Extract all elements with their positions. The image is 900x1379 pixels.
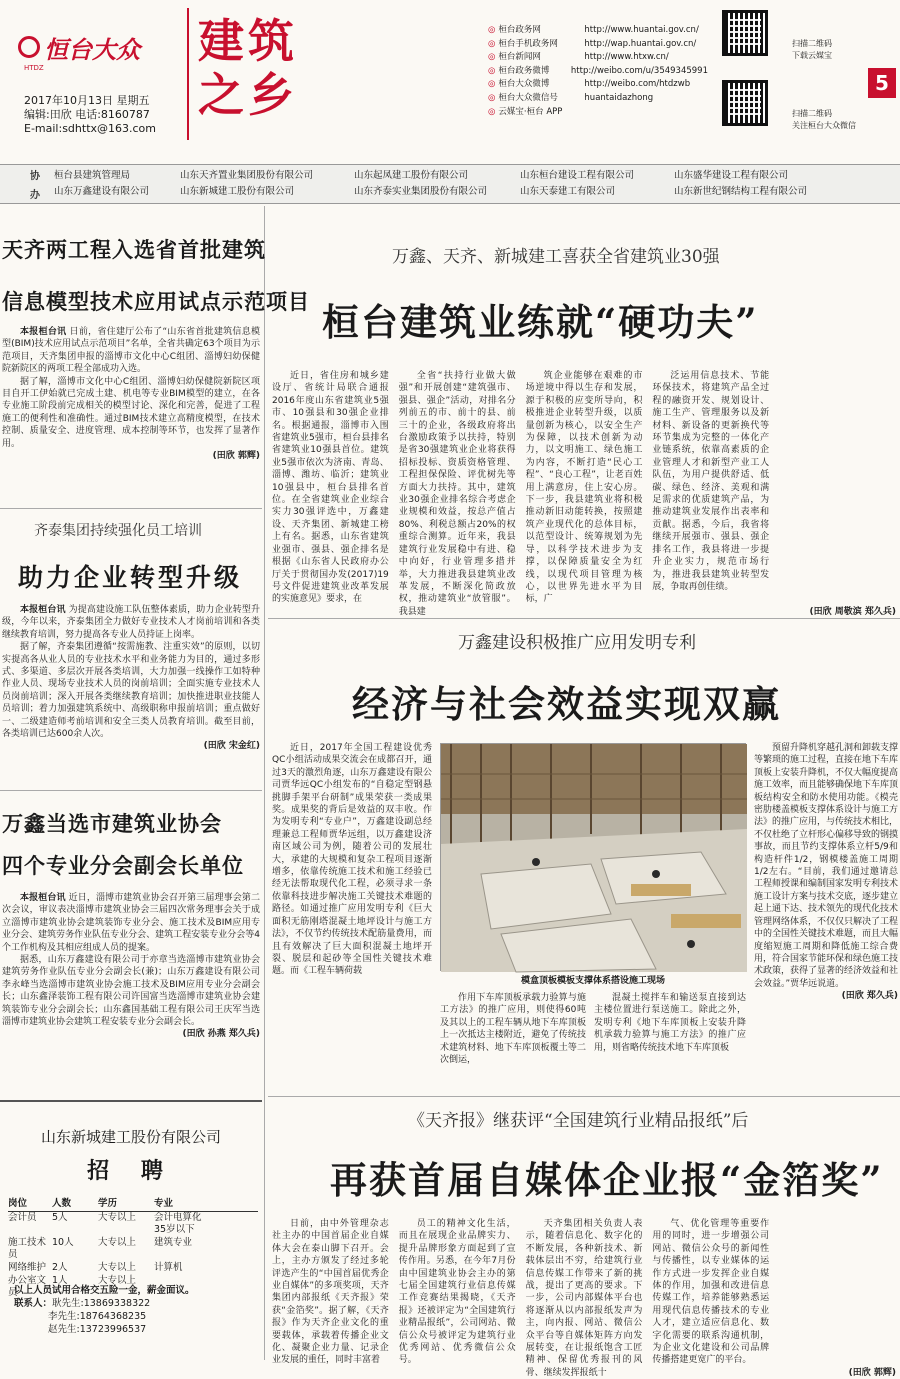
photo-caption: 模盒顶板模板支撑体系搭设施工现场 [520, 976, 665, 986]
article-column: 员工的精神文化生活，而且在展现企业品牌实力、提升品牌形象方面起到了宣传作用。另悉，在今年7月份由中国建筑业协会主办的第七届全国建筑行业信息传媒工作竞赛结果揭晓，《天齐报》还被评定为“全国建筑行业精品报纸”，公司网站、微信公众号被评定为建筑行业优秀网站、优秀微信公众号。 [398, 1219, 516, 1366]
media-links [488, 24, 708, 119]
main2-body-mid2: 混凝土搅拌车和输送泵直接到达主楼位置进行泵送施工。除此之外，发明专利《地下车库顶板上安装升降机承载力验算与施工方法》的推广应用，则省略传统技术地下车库顶板 [594, 993, 746, 1053]
column-divider [264, 206, 265, 1360]
article1-title-line1: 天齐两工程入选省首批建筑 [2, 238, 266, 262]
table-row: 35岁以下 [154, 1224, 195, 1236]
qr1-caption: 扫描二维码 下载云媒宝 [792, 39, 832, 60]
article2-title: 助力企业转型升级 [18, 563, 243, 592]
ad-company: 山东新城建工股份有限公司 [40, 1128, 221, 1146]
media-link-url[interactable]: http://weibo.com/htdzwb [584, 79, 691, 90]
issue-date: 2017年10月13日 星期五 [24, 94, 150, 107]
masthead-divider [187, 8, 189, 140]
article-column: 全省“扶持行业做大做强”和开展创建“建筑强市、强县、强企”活动，对排名分列前五的市、前十的县、前三十的企业，各级政府将出台激励政策予以扶持，特别是省30强建筑业企业将获得招标投标、资质资格管理、工程担保保险、评优树先等方面大力扶持。其中，建筑业30强企业排名综合考虑企业规模和效益，按总产值占80%、利税总额占20%的权重综合测算。近年来，我县建筑行业发展稳中有进、稳中向好，行业管理多措并举，大力推进我县建筑业改革发展，不断深化简政放权，推动建筑业“放管服”。我县建 [398, 371, 516, 617]
co-organizers-band [0, 164, 900, 204]
divider [0, 508, 262, 509]
media-link-url[interactable]: http://wap.huantai.gov.cn/ [584, 38, 697, 49]
main2-body-left: 近日，2017年全国工程建设优秀QC小组活动成果交流会在成都召开，通过3天的激烈角逐，山东万鑫建设有限公司贾华远QC小组发布的“自稳定型钢悬挑脚手架平台研制”成果荣获一类成果奖。成果奖的背后是效益的双丰收。作为发明专利“专业户”，万鑫建设副总经理兼总工程师贾华远组，以万鑫建设济南区域公司为例，随着公司的发展壮大，承建的大规模和复杂工程项目逐渐增多，依靠传统施工技术和施工经验已经无法帮取现代化工程，必须寻求一条依靠科技进步解决施工关键技术难题的路径。如通过推广应用发明专利《巨大面积无筋刚塔混凝土地坪设计与施工方法》，不仅节约传统技术配筋量费用，而且有效解决了巨大面积混凝土地坪开裂、脱层和起砂等全国性关键技术难题。而《工程车辆荷载 [272, 743, 432, 977]
qr2-caption: 扫描二维码 关注桓台大众微信 [792, 109, 856, 130]
main3-kicker: 《天齐报》继获评“全国建筑行业精品报纸”后 [408, 1111, 749, 1131]
bullet-icon: ◎ [488, 79, 496, 90]
media-link-item[interactable] [488, 38, 708, 52]
co-organizer-name: 山东盛华建设工程有限公司 [674, 170, 789, 181]
media-link-label: 桓台政务微博 [498, 65, 550, 76]
bullet-icon: ◎ [488, 25, 496, 35]
article3-title-line2: 四个专业分会副会长单位 [2, 854, 244, 878]
bullet-icon: ◎ [488, 92, 496, 103]
media-link-url[interactable]: http://weibo.com/u/3549345991 [570, 65, 708, 76]
media-link-label: 桓台政务网 [498, 25, 541, 35]
bullet-icon: ◎ [488, 65, 496, 76]
divider [268, 618, 900, 619]
logo-subtitle: HTDZ [24, 64, 44, 72]
co-organizer-name: 山东起凤建工股份有限公司 [354, 170, 469, 181]
article-column: 日前，由中外管理杂志社主办的中国首届企业自媒体大会在泰山脚下召开。会上，主办方颁发了经过多轮评选产生的“中国首届优秀企业自媒体”的多项奖项，天齐集团内部报纸《天齐报》荣获“金箔奖”。据了解，《天齐报》作为天齐企业文化的重要载体，承载着传播企业文化、凝聚企业力量、记录企业发展的重任，同时丰富着 [272, 1219, 389, 1366]
main2-body-right: 预留升降机穿越孔洞和卸载支撑等繁琐的施工过程，直接在地下车库顶板上安装升降机，不仅大幅度提高施工效率，而且能够确保地下车库顶板结构安全和防水使用功能。《模壳密肋楼盖模板支撑体系设计与施工方法》的推广应用，与传统技术相比，不仅杜绝了立杆形心偏移导致的钢摸事故，而且节约支撑体系立杆5/9和构造杆件1/2，钢模楼盖施工周期1/2左右。“目前，我们通过邀请总工程师授课和编制国家发明专利技术施工设计方案与技术交底，逐步建立起上通下达、技术领先的现代化技术管理网络体系，不仅仅只解决了工程中的全国性关键技术难题，而且大幅度缩短施工周期和降低施工综合费用，符合国家节能环保和绿色施工技术政策，获得了显著的经济效益和社会效益。”贾华远说道。 (田欣 郑久兵) [754, 743, 899, 1002]
media-link-item[interactable] [488, 65, 708, 79]
co-organizer-name: 桓台县建筑管理局 [54, 170, 131, 181]
media-link-url[interactable]: http://www.htxw.cn/ [584, 52, 669, 63]
bullet-icon: ◎ [488, 38, 496, 49]
co-organizer-name: 山东桓台建设工程有限公司 [520, 170, 635, 181]
article-column: 天齐集团相关负责人表示，随着信息化、数字化的不断发展，各种新技术、新载体层出不穷，给建筑行业信息传媒工作带来了新的挑战，提出了更高的要求。下一步，公司内部媒体平台也将逐渐从以内部报纸发声为主，向内报、网站、微信公众平台等自媒体矩阵方向发展转变，在让报纸饱含工匠精神、保留优秀报刊的风骨、继续发挥报纸十 [525, 1219, 643, 1378]
main3-title: 再获首届自媒体企业报“金箔奖” [330, 1158, 884, 1202]
media-link-item[interactable] [488, 92, 708, 106]
ad-title: 招 聘 [87, 1158, 175, 1184]
logo-icon [18, 36, 40, 58]
media-link-url[interactable]: http://www.huantai.gov.cn/ [584, 25, 699, 35]
article2-body: 本报桓台讯 为提高建设施工队伍整体素质，助力企业转型升级，今年以来，齐泰集团全力做好专业技术人才岗前培训和各类继续教育培训，努力提高各专业人员持证上岗率。 据了解，齐泰集团遵循“按需施教、注重实效”的原则，以切实提高各从业人员的专业技术水平和业务能力为目的，通过多形式、多渠道、多层次开展各类培训，大力加强一线操作工如特种作业人员、现场专业技术人员的岗前培训；全面实施专业技术人员岗前培训；深入开展各类继续教育培训；加快推进职业技能人员培训；着力加强建筑系统中、高级职称申报前培训；重点做好一、二级建造师考前培训和安全三类人员教育培训。截至目前，各类培训已达600余人次。 (田欣 宋金红) [2, 605, 260, 752]
media-link-item[interactable] [488, 24, 708, 38]
article3-body: 本报桓台讯 近日，淄博市建筑业协会召开第三届理事会第二次会议，审议表决淄博市建筑业协会三届四次常务理事会关于成立淄博市建筑业协会建筑装饰专业分会、施工技术及BIM应用专业分会、建筑劳务作业队伍专业分会、建筑工程安装专业分会等4个工作机构及其相应组成人员的提案。 据悉，山东万鑫建设有限公司于亦章当选淄博市建筑业协会建筑劳务作业队伍专业分会副会长(兼)；山东万鑫建设有限公司李永峰当选淄博市建筑业协会施工技术及BIM应用专业分会副会长；山东鑫泽装饰工程有限公司许国富当选淄博市建筑业协会建筑装饰专业分会副会长；山东鑫国基础工程有限公司王庆军当选淄博市建筑业协会建筑工程安装专业分会副会长。 (田欣 孙燕 郑久兵) [2, 893, 260, 1040]
co-organizer-name: 山东天泰建工有限公司 [520, 186, 616, 197]
article-column: 泛运用信息技术、节能环保技术，将建筑产品全过程的融资开发、规划设计、施工生产、管理服务以及新材料、新设备的更新换代等环节集成为完整的一体化产业链系统，依靠高素质的企业管理人才和新型产业工人队伍，为用户提供舒适、低碳、绿色、经济、美观和满足需求的优质建筑产品，为推动建筑业发展作出表率和贡献。据悉，今后，我省将继续开展强市、强县、强企排名工作，我县将进一步提升企业实力，规范市场行为，推进我县建筑业转型发展，争取再创佳绩。 [652, 371, 770, 592]
issue-info [24, 94, 156, 136]
issue-email: E-mail:sdhttx@163.com [24, 122, 156, 135]
table-row: 网络维护 2人 大专以上 计算机 [8, 1261, 183, 1273]
main3-body [272, 1218, 896, 1378]
media-link-item[interactable] [488, 51, 708, 65]
main1-body [272, 370, 896, 617]
article1-body: 本报桓台讯 日前，省住建厅公布了“山东省首批建筑信息模型(BIM)技术应用试点示范项目”名单，全省共确定63个项目为示范项目，天齐集团申报的淄博市文化中心C组团、淄博妇幼保健院新院区的两项工程全部成功入选。 据了解，淄博市文化中心C组团、淄博妇幼保健院新院区项目自开工伊始就已完成土建、机电等专业BIM模型的建立，在各专业施工阶段前完成相关的模型讨论、深化和完善，促进了工程施工的便利性和准确性。通过BIM技术建立高精度模型，在技术控制、质量安全、进度管理、成本控制等环节，也发挥了显著作用。 (田欣 郭辉) [2, 327, 260, 462]
masthead [0, 0, 900, 162]
table-row: 会计员 5人 大专以上 会计电算化 [8, 1211, 202, 1223]
co-organizers-list [54, 169, 844, 199]
article3-title-line1: 万鑫当选市建筑业协会 [2, 812, 222, 836]
media-link-url[interactable]: huantaidazhong [584, 92, 654, 103]
co-organizers-label: 协 办 [30, 171, 40, 201]
ad-table-header: 岗位 人数 学历 专业 [8, 1198, 258, 1212]
page-number: 5 [868, 68, 896, 98]
divider [268, 1096, 900, 1097]
qr-code-icon [722, 80, 768, 126]
media-link-label: 云媒宝·桓台 APP [498, 106, 563, 117]
co-organizer-name: 山东天齐置业集团股份有限公司 [180, 170, 314, 181]
article-column: 气、优化管理等重要作用的同时，进一步增强公司网站、微信公众号的新闻性与传播性，以专业媒体的运作方式进一步发挥企业自媒体的作用，加强和改进信息传媒工作，培养能够熟悉运用现代信息传播技术的专业人才，建立适应信息化、数字化需要的联系沟通机制，为企业文化建设和公司品牌传播搭建更宽广的平台。 [652, 1219, 770, 1366]
main1-title: 桓台建筑业练就“硬功夫” [322, 300, 759, 344]
media-link-label: 桓台手机政务网 [498, 38, 558, 49]
main2-kicker: 万鑫建设积极推广应用发明专利 [458, 633, 696, 653]
article-column: (田欣 郭辉) [848, 1367, 896, 1378]
main2-title: 经济与社会效益实现双赢 [352, 682, 781, 726]
article-column: 近日，省住房和城乡建设厅、省统计局联合通报2016年度山东省建筑业5强市、10强县和30强企业排名。根据通报，淄博市入围省建筑业5强市，桓台县排名省建筑业10强县首位。建筑业5强市依次为济南、青岛、淄博、潍坊、临沂；建筑业10强县中，桓台县排名首位。在全省建筑业企业综合实力30强评选中，万鑫建设、天齐集团、新城建工榜上有名。据悉，山东省建筑业强市、强县、强企排名是根据《山东省人民政府办公厅关于贯彻国办发(2017)19号文件促进建筑业改革发展的实施意见》要求，在 [272, 371, 389, 605]
main1-kicker: 万鑫、天齐、新城建工喜获全省建筑业30强 [392, 247, 720, 267]
co-organizer-name: 山东新世纪钢结构工程有限公司 [674, 186, 808, 197]
construction-site-photo [440, 743, 746, 971]
divider [0, 790, 262, 791]
bullet-icon: ◎ [488, 52, 496, 63]
media-link-label: 桓台大众微博 [498, 79, 550, 90]
article2-kicker: 齐泰集团持续强化员工培训 [34, 523, 202, 539]
media-link-item[interactable] [488, 106, 708, 120]
media-link-label: 桓台大众微信号 [498, 92, 558, 103]
co-organizer-name: 山东齐泰实业集团股份有限公司 [354, 186, 488, 197]
co-organizer-name: 山东万鑫建设有限公司 [54, 186, 150, 197]
qr-code-icon [722, 10, 768, 56]
section-title: 建筑之乡 [198, 14, 298, 122]
issue-editor: 编辑:田欣 电话:8160787 [24, 108, 150, 121]
main2-body-mid1: 作用下车库顶板承载力验算与施工方法》的推广应用，则使得60吨及其以上的工程车辆从地下车库顶板上一次抵达主楼附近，避免了传统技术建筑材料、地下车库顶板覆土等二次倒运， [440, 993, 586, 1066]
ad-footer: 以上人员试用合格交五险一金，薪金面议。 联系人：耿先生:13869338322 李先生:18764368235 赵先生:13723996537 [14, 1285, 195, 1335]
table-row: 办公室文员 1人 大专以上 [8, 1274, 137, 1299]
co-organizer-name: 山东新城建工股份有限公司 [180, 186, 295, 197]
article-column: 筑企业能够在艰难的市场逆境中得以生存和发展，源于积极的应变所导向，积极推进企业转型升级，以质量创新为核心，以安全生产为保障，以技术创新为动力，以文明施工、绿色施工为内容，不断打造“民心工程”、“良心工程”，让老百姓用上满意房，住上安心房。下一步，我县建筑业将积极推动新旧动能转换，按照建筑产业现代化的总体目标，以范型设计、统筹规划为先导，以科学技术进步为支撑，以保障质量安全为红线，以现代项目管理为核心，以世界先进水平为目标，广 [525, 371, 643, 605]
table-row: 施工技术员 10人 大专以上 建筑专业 [8, 1236, 193, 1261]
article1-title-line2: 信息模型技术应用试点示范项目 [2, 290, 310, 314]
media-link-label: 桓台新闻网 [498, 52, 541, 63]
newspaper-logo: 恒台大众 [44, 35, 140, 64]
media-link-item[interactable] [488, 78, 708, 92]
article-column: (田欣 周敬滨 郑久兵) [809, 606, 896, 617]
bullet-icon: ◎ [488, 106, 496, 117]
